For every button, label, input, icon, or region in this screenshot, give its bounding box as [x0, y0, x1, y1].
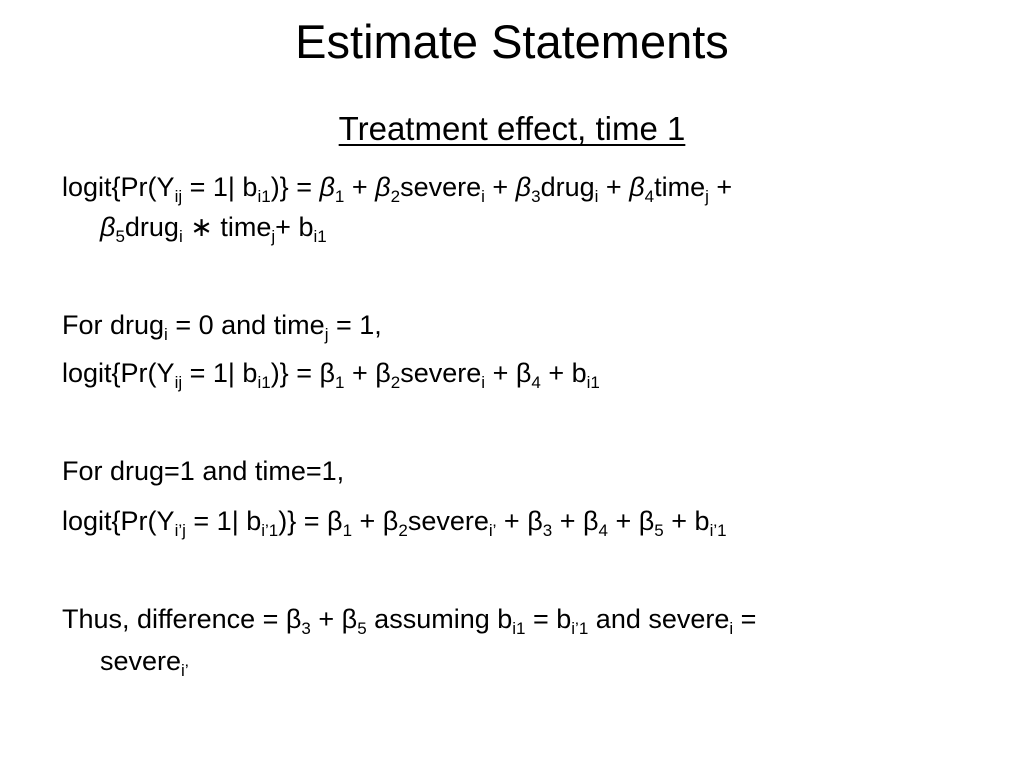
equation-1-line-2 [100, 210, 327, 244]
equation-1-line-1 [62, 170, 732, 204]
text: + β [485, 358, 532, 388]
text: time [654, 172, 706, 202]
subscript: 4 [531, 373, 541, 392]
subscript: i1 [257, 187, 271, 206]
text: severe [400, 358, 482, 388]
subscript: ij [174, 187, 183, 206]
subscript: i [164, 325, 168, 344]
text: + β [352, 506, 399, 536]
text: drug [124, 212, 179, 242]
text: + [708, 172, 733, 202]
subscript: 2 [390, 187, 401, 206]
text: and severe [588, 604, 730, 634]
subscript: 1 [335, 373, 345, 392]
subscript: 2 [398, 521, 408, 540]
conclusion-line-2 [100, 644, 189, 678]
subscript: 4 [644, 187, 655, 206]
text: )} = β [278, 506, 343, 536]
condition-line-1 [62, 308, 382, 342]
text: logit{Pr(Y [62, 172, 175, 202]
subscript: 1 [342, 521, 353, 540]
text: For drug [62, 310, 165, 340]
text: = 1| b [182, 172, 258, 202]
subscript: i [729, 619, 734, 638]
subscript: j [705, 187, 709, 206]
text: + b [275, 212, 314, 242]
text: + b [540, 358, 587, 388]
text: + β [310, 604, 358, 634]
text: + [344, 172, 376, 202]
text: = 1| b [185, 506, 262, 536]
text: + b [663, 506, 710, 536]
text: drug [540, 172, 595, 202]
text: severe [400, 172, 482, 202]
subscript: i’1 [261, 521, 279, 540]
subscript: ij [174, 373, 183, 392]
text: )} = β [270, 358, 335, 388]
text: = 1, [328, 310, 382, 340]
beta-symbol: β [515, 172, 532, 202]
subscript: i1 [313, 227, 327, 246]
text: = 1| b [182, 358, 258, 388]
beta-symbol: β [100, 212, 116, 242]
subscript: 3 [531, 187, 541, 206]
subscript: i’1 [709, 521, 727, 540]
beta-symbol: β [319, 172, 335, 202]
text: logit{Pr(Y [62, 506, 175, 536]
text: = b [525, 604, 572, 634]
beta-symbol: β [629, 172, 645, 202]
subscript: i [594, 187, 599, 206]
subscript: i’1 [571, 619, 589, 638]
text: = [733, 604, 757, 634]
subscript: i1 [257, 373, 271, 392]
subscript: i [178, 227, 183, 246]
text: severe [407, 506, 489, 536]
asterisk-operator: ∗ [190, 212, 213, 242]
subscript: 3 [301, 619, 311, 638]
equation-3 [62, 504, 727, 538]
text: + β [496, 506, 543, 536]
equation-2 [62, 356, 600, 390]
beta-symbol: β [375, 172, 391, 202]
text: = 0 and time [167, 310, 325, 340]
subscript: 3 [542, 521, 553, 540]
subscript: i’j [174, 521, 186, 540]
condition-line-2 [62, 454, 344, 488]
text: + β [344, 358, 391, 388]
subscript: i [481, 187, 485, 206]
text: Thus, difference = β [62, 604, 302, 634]
subtitle-text: Treatment effect, time 1 [338, 110, 686, 147]
subscript: i’ [488, 521, 497, 540]
text: )} = [270, 172, 320, 202]
subscript: 5 [357, 619, 367, 638]
subscript: i1 [586, 373, 600, 392]
text: + [598, 172, 630, 202]
text: severe [100, 646, 182, 676]
slide-title: Estimate Statements [295, 15, 729, 68]
subscript: 1 [334, 187, 345, 206]
text: + β [607, 506, 655, 536]
subscript: 4 [598, 521, 608, 540]
text: For drug=1 and time=1, [62, 456, 345, 486]
subscript: 5 [115, 227, 125, 246]
subscript: i1 [512, 619, 526, 638]
text: time [212, 212, 272, 242]
subscript: 2 [390, 373, 401, 392]
subscript: i [481, 373, 486, 392]
subscript: i’ [181, 661, 189, 680]
subscript: 5 [654, 521, 664, 540]
slide-subtitle [0, 108, 1024, 150]
subscript: j [324, 325, 329, 344]
text: + β [552, 506, 599, 536]
text: assuming b [366, 604, 513, 634]
conclusion-line-1 [62, 602, 756, 636]
subscript: j [271, 227, 276, 246]
text: logit{Pr(Y [62, 358, 175, 388]
text: + [484, 172, 516, 202]
